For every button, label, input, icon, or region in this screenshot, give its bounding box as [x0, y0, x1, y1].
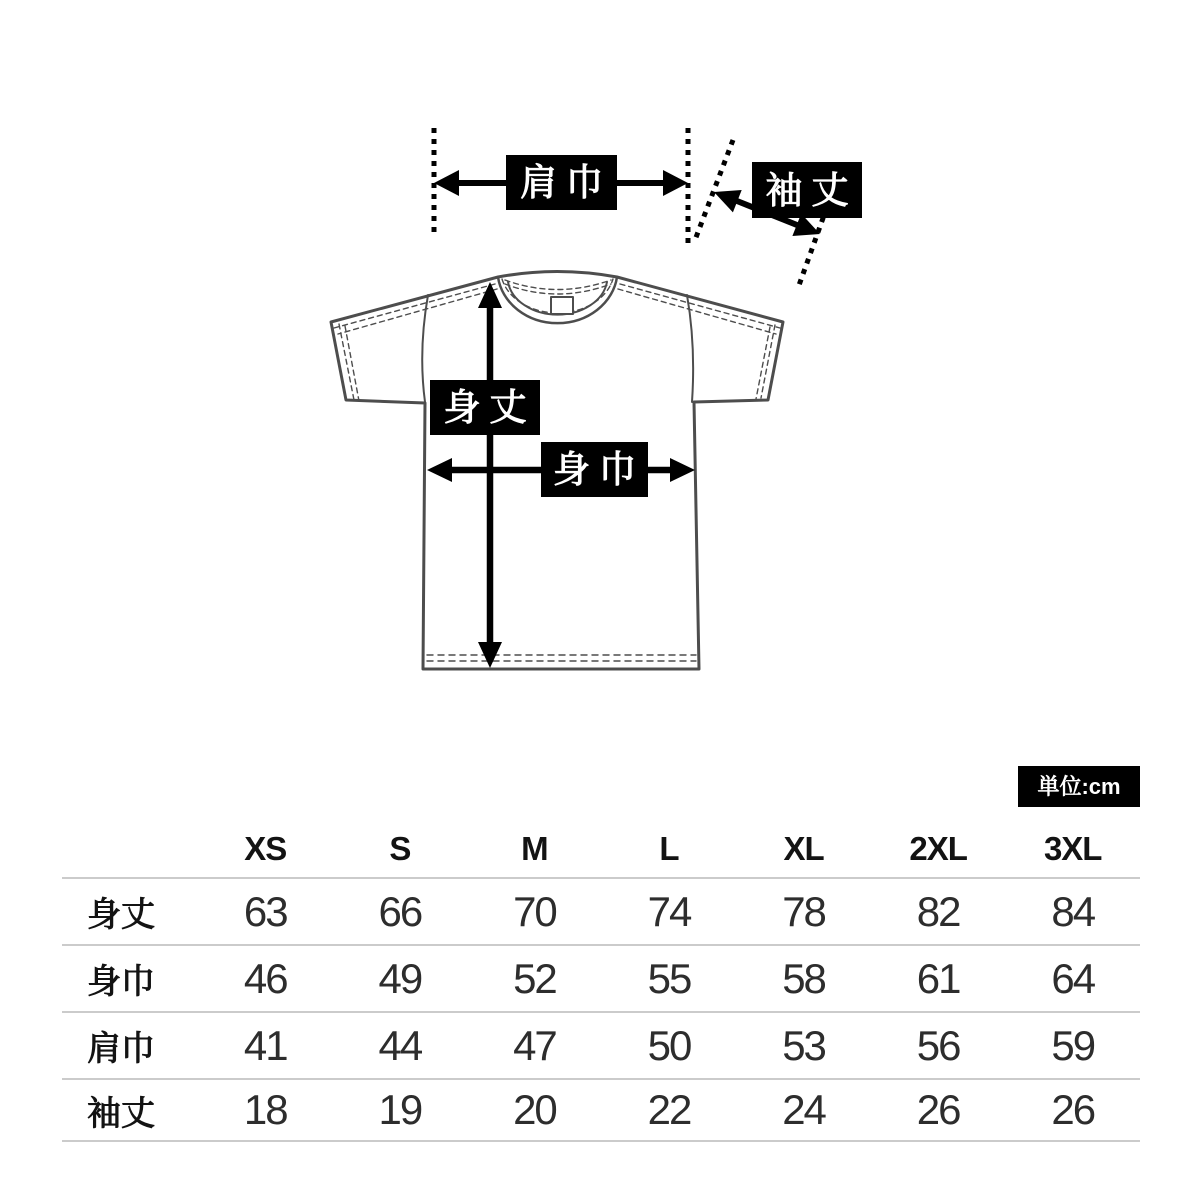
- size-value-cell: 18: [243, 1086, 287, 1133]
- size-value-cell: 24: [782, 1086, 825, 1133]
- header-cell-l: L: [659, 829, 679, 867]
- body-width-label: 身巾: [541, 442, 648, 497]
- size-value-cell: 58: [782, 954, 825, 1002]
- header-cell-m: M: [521, 829, 548, 867]
- size-value-cell: 46: [243, 954, 287, 1002]
- size-value-cell: 63: [243, 887, 287, 935]
- unit-badge: 単位:cm: [1018, 766, 1140, 807]
- size-value-cell: 26: [916, 1086, 960, 1133]
- header-cell-xs: XS: [244, 829, 287, 867]
- size-value-cell: 41: [243, 1021, 287, 1069]
- size-value-cell: 20: [513, 1086, 556, 1133]
- size-value-cell: 56: [916, 1021, 960, 1069]
- header-cell-xl: XL: [783, 829, 824, 867]
- size-value-cell: 82: [916, 887, 960, 935]
- size-table-header-row: [62, 820, 1140, 879]
- size-value-cell: 55: [647, 954, 691, 1002]
- sleeve-length-label: 袖丈: [752, 162, 862, 218]
- neck-tag: [551, 297, 573, 314]
- size-value-cell: 61: [916, 954, 960, 1002]
- header-cell-2xl: 2XL: [909, 829, 967, 867]
- shoulder-width-label: 肩巾: [506, 155, 617, 210]
- size-value-cell: 52: [513, 954, 556, 1002]
- row-label: 身巾: [87, 963, 155, 1001]
- size-value-cell: 59: [1051, 1021, 1095, 1069]
- size-value-cell: 44: [378, 1021, 422, 1069]
- sleeve-guide-upper: [695, 140, 733, 240]
- size-value-cell: 64: [1051, 954, 1095, 1002]
- size-value-cell: 47: [513, 1021, 556, 1069]
- size-value-cell: 49: [378, 954, 422, 1002]
- row-label: 袖丈: [87, 1094, 155, 1133]
- table-row-body-width: [62, 946, 1140, 1013]
- size-table: [62, 820, 1140, 1142]
- size-value-cell: 22: [647, 1086, 691, 1133]
- row-label: 肩巾: [87, 1030, 155, 1068]
- size-value-cell: 78: [782, 887, 825, 935]
- header-cell-s: S: [389, 829, 411, 867]
- body-length-label: 身丈: [430, 380, 540, 435]
- table-row-sleeve-length: [62, 1080, 1140, 1142]
- size-value-cell: 74: [647, 887, 691, 935]
- size-value-cell: 26: [1051, 1086, 1095, 1133]
- row-label: 身丈: [87, 896, 155, 934]
- size-value-cell: 66: [378, 887, 422, 935]
- table-row-body-length: [62, 879, 1140, 946]
- size-value-cell: 84: [1051, 887, 1095, 935]
- header-cell-3xl: 3XL: [1043, 829, 1102, 867]
- size-value-cell: 50: [647, 1021, 691, 1069]
- table-row-shoulder-width: [62, 1013, 1140, 1080]
- size-value-cell: 19: [378, 1086, 422, 1133]
- size-value-cell: 70: [513, 887, 556, 935]
- size-value-cell: 53: [782, 1021, 825, 1069]
